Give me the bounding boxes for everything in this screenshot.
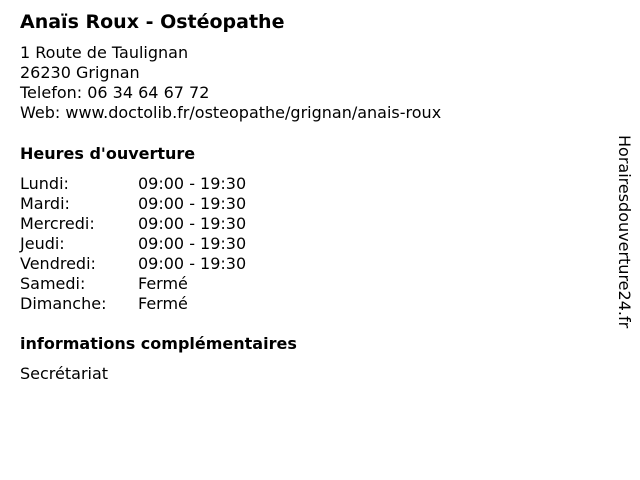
city-postcode: 26230 Grignan [20,63,140,82]
extra-info-heading: informations complémentaires [20,334,297,353]
hours-row-monday [20,174,280,194]
street-address: 1 Route de Taulignan [20,43,189,62]
day-label: Samedi: [20,274,86,293]
day-hours: 09:00 - 19:30 [138,214,247,233]
day-label: Vendredi: [20,254,96,273]
hours-row-tuesday [20,194,280,214]
day-label: Mercredi: [20,214,95,233]
day-label: Jeudi: [20,234,65,253]
hours-row-wednesday [20,214,280,234]
address-block [20,43,441,123]
page-title: Anaïs Roux - Ostéopathe [20,11,285,33]
day-label: Dimanche: [20,294,107,313]
day-hours: Fermé [138,294,188,313]
hours-row-sunday [20,294,280,314]
site-brand-vertical[interactable]: Horairesdouverture24.fr [615,135,634,329]
day-hours: 09:00 - 19:30 [138,194,247,213]
opening-hours-table [20,174,280,314]
website-link[interactable]: Web: www.doctolib.fr/osteopathe/grignan/anais-roux [20,103,442,122]
opening-hours-heading: Heures d'ouverture [20,144,196,163]
hours-row-saturday [20,274,280,294]
day-label: Lundi: [20,174,69,193]
day-hours: Fermé [138,274,188,293]
extra-info-text: Secrétariat [20,364,109,383]
hours-row-thursday [20,234,280,254]
hours-row-friday [20,254,280,274]
day-label: Mardi: [20,194,70,213]
phone-number: Telefon: 06 34 64 67 72 [20,83,210,102]
day-hours: 09:00 - 19:30 [138,254,247,273]
day-hours: 09:00 - 19:30 [138,234,247,253]
day-hours: 09:00 - 19:30 [138,174,247,193]
